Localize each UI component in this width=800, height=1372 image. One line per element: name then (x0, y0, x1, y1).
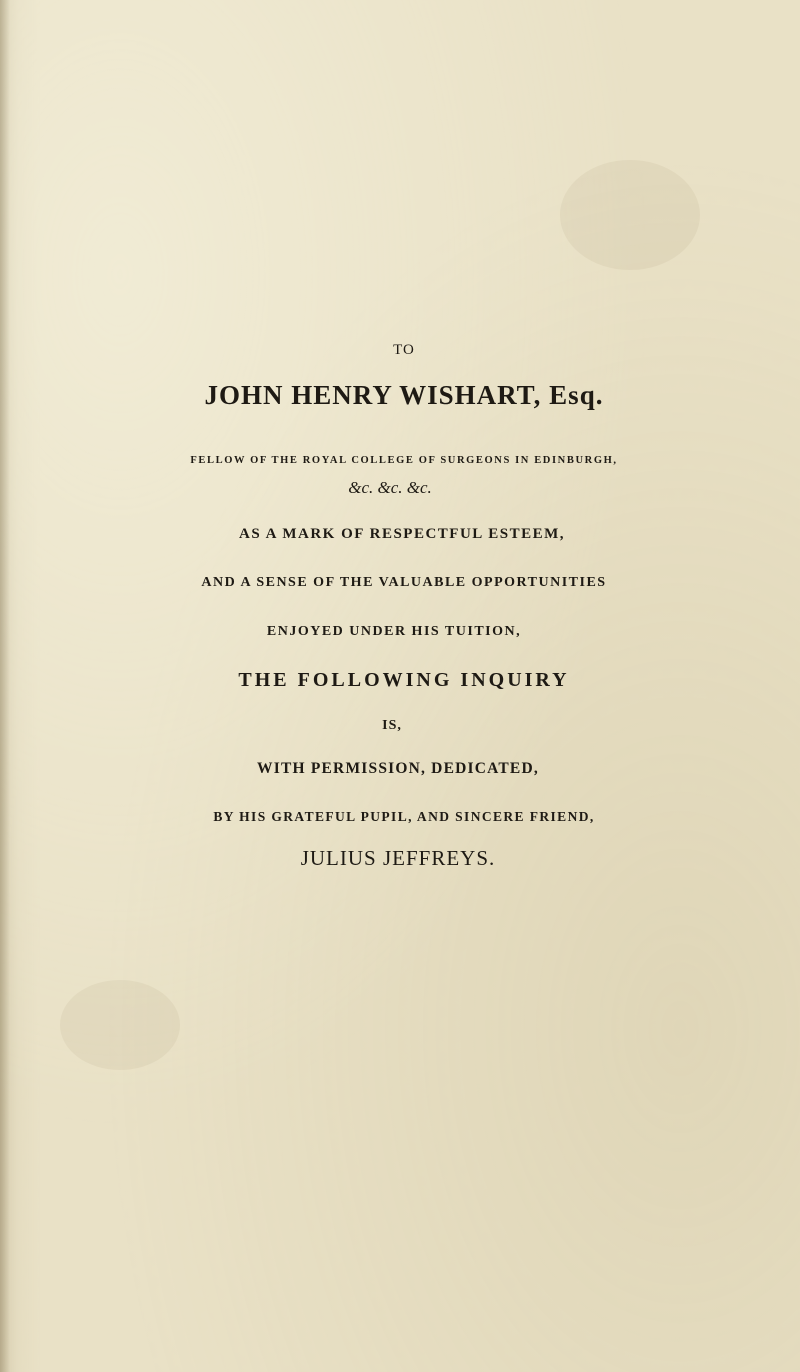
et-cetera-line: &c. &c. &c. (348, 478, 432, 497)
dedication-line-pupil: BY HIS GRATEFUL PUPIL, AND SINCERE FRIEND, (213, 809, 595, 824)
dedication-to: TO (393, 342, 415, 358)
paper-stain (560, 160, 700, 270)
dedicatee-title: FELLOW OF THE ROYAL COLLEGE OF SURGEONS IN EDINBURGH, (190, 455, 618, 466)
signer-name: JULIUS JEFFREYS. (300, 846, 496, 870)
dedication-line-opportunities: AND A SENSE OF THE VALUABLE OPPORTUNITIES (201, 575, 607, 590)
dedicatee-name: JOHN HENRY WISHART, Esq. (204, 380, 604, 410)
dedication-line-esteem: AS A MARK OF RESPECTFUL ESTEEM, (239, 526, 565, 542)
dedication-line-is: IS, (382, 718, 402, 733)
dedication-line-permission: WITH PERMISSION, DEDICATED, (257, 760, 539, 777)
paper-stain (60, 980, 180, 1070)
dedication-line-inquiry: THE FOLLOWING INQUIRY (238, 669, 570, 691)
dedication-line-tuition: ENJOYED UNDER HIS TUITION, (266, 624, 522, 639)
